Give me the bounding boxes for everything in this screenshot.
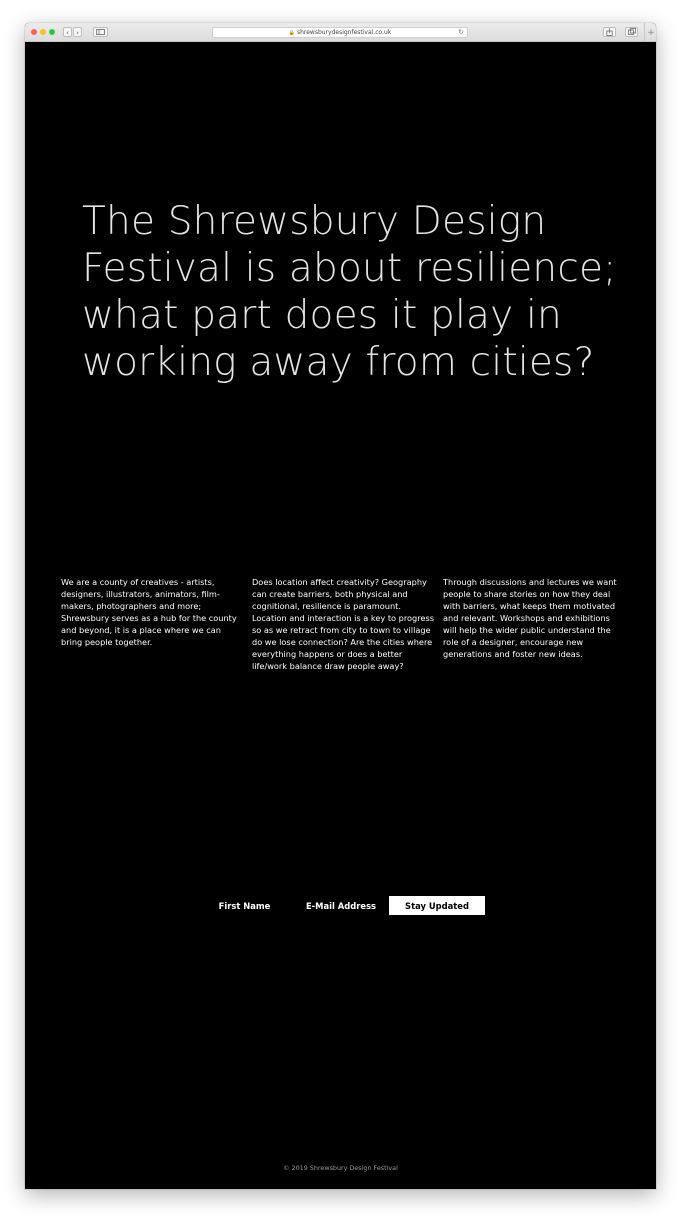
minimize-window-icon[interactable] — [40, 29, 46, 35]
zoom-window-icon[interactable] — [49, 29, 55, 35]
browser-window — [25, 23, 656, 1189]
tab-overview-icon[interactable] — [625, 27, 638, 37]
back-arrow-icon[interactable]: ‹ — [63, 27, 72, 37]
newsletter-form — [25, 896, 656, 915]
intro-column-1: We are a county of creatives - artists, designers, illustrators, animators, film-makers, photographers and more; Shrewsbury serves as a hub for the county and beyond, it is a place where we can bring people together. — [61, 577, 237, 647]
hero-heading: The Shrewsbury Design Festival is about resilience; what part does it play in working away from cities? — [82, 199, 617, 385]
lock-icon: 🔒 — [288, 30, 295, 36]
stay-updated-button[interactable]: Stay Updated — [389, 896, 485, 915]
forward-arrow-icon[interactable]: › — [73, 27, 82, 37]
address-url: shrewsburydesignfestival.co.uk — [296, 29, 392, 36]
sidebar-icon — [96, 29, 105, 35]
share-glyph-icon — [606, 28, 613, 36]
sidebar-toggle-icon[interactable] — [93, 27, 108, 37]
close-window-icon[interactable] — [31, 29, 37, 35]
new-tab-icon[interactable]: + — [644, 23, 656, 41]
tabs-glyph-icon — [628, 28, 636, 35]
intro-column-2: Does location affect creativity? Geography can create barriers, both physical and cognitional, resilience is paramount. Location and interaction is a key to progress so as we retract from city to town to village do we lose connection? Are the cities where everything happens or does a better life/work balance draw people away? — [252, 577, 434, 671]
first-name-input[interactable] — [196, 896, 293, 915]
footer-copyright: © 2019 Shrewsbury Design Festival — [283, 1164, 398, 1172]
intro-column-3: Through discussions and lectures we want people to share stories on how they deal with barriers, what keeps them motivated and relevant. Workshops and exhibitions will help the wider public understand the role of a designer, encourage new generations and foster new ideas. — [443, 577, 617, 659]
reload-icon[interactable]: ↻ — [458, 28, 464, 36]
share-icon[interactable] — [603, 27, 616, 37]
address-bar[interactable] — [212, 27, 468, 38]
browser-toolbar — [25, 23, 656, 42]
email-input[interactable] — [293, 896, 389, 915]
